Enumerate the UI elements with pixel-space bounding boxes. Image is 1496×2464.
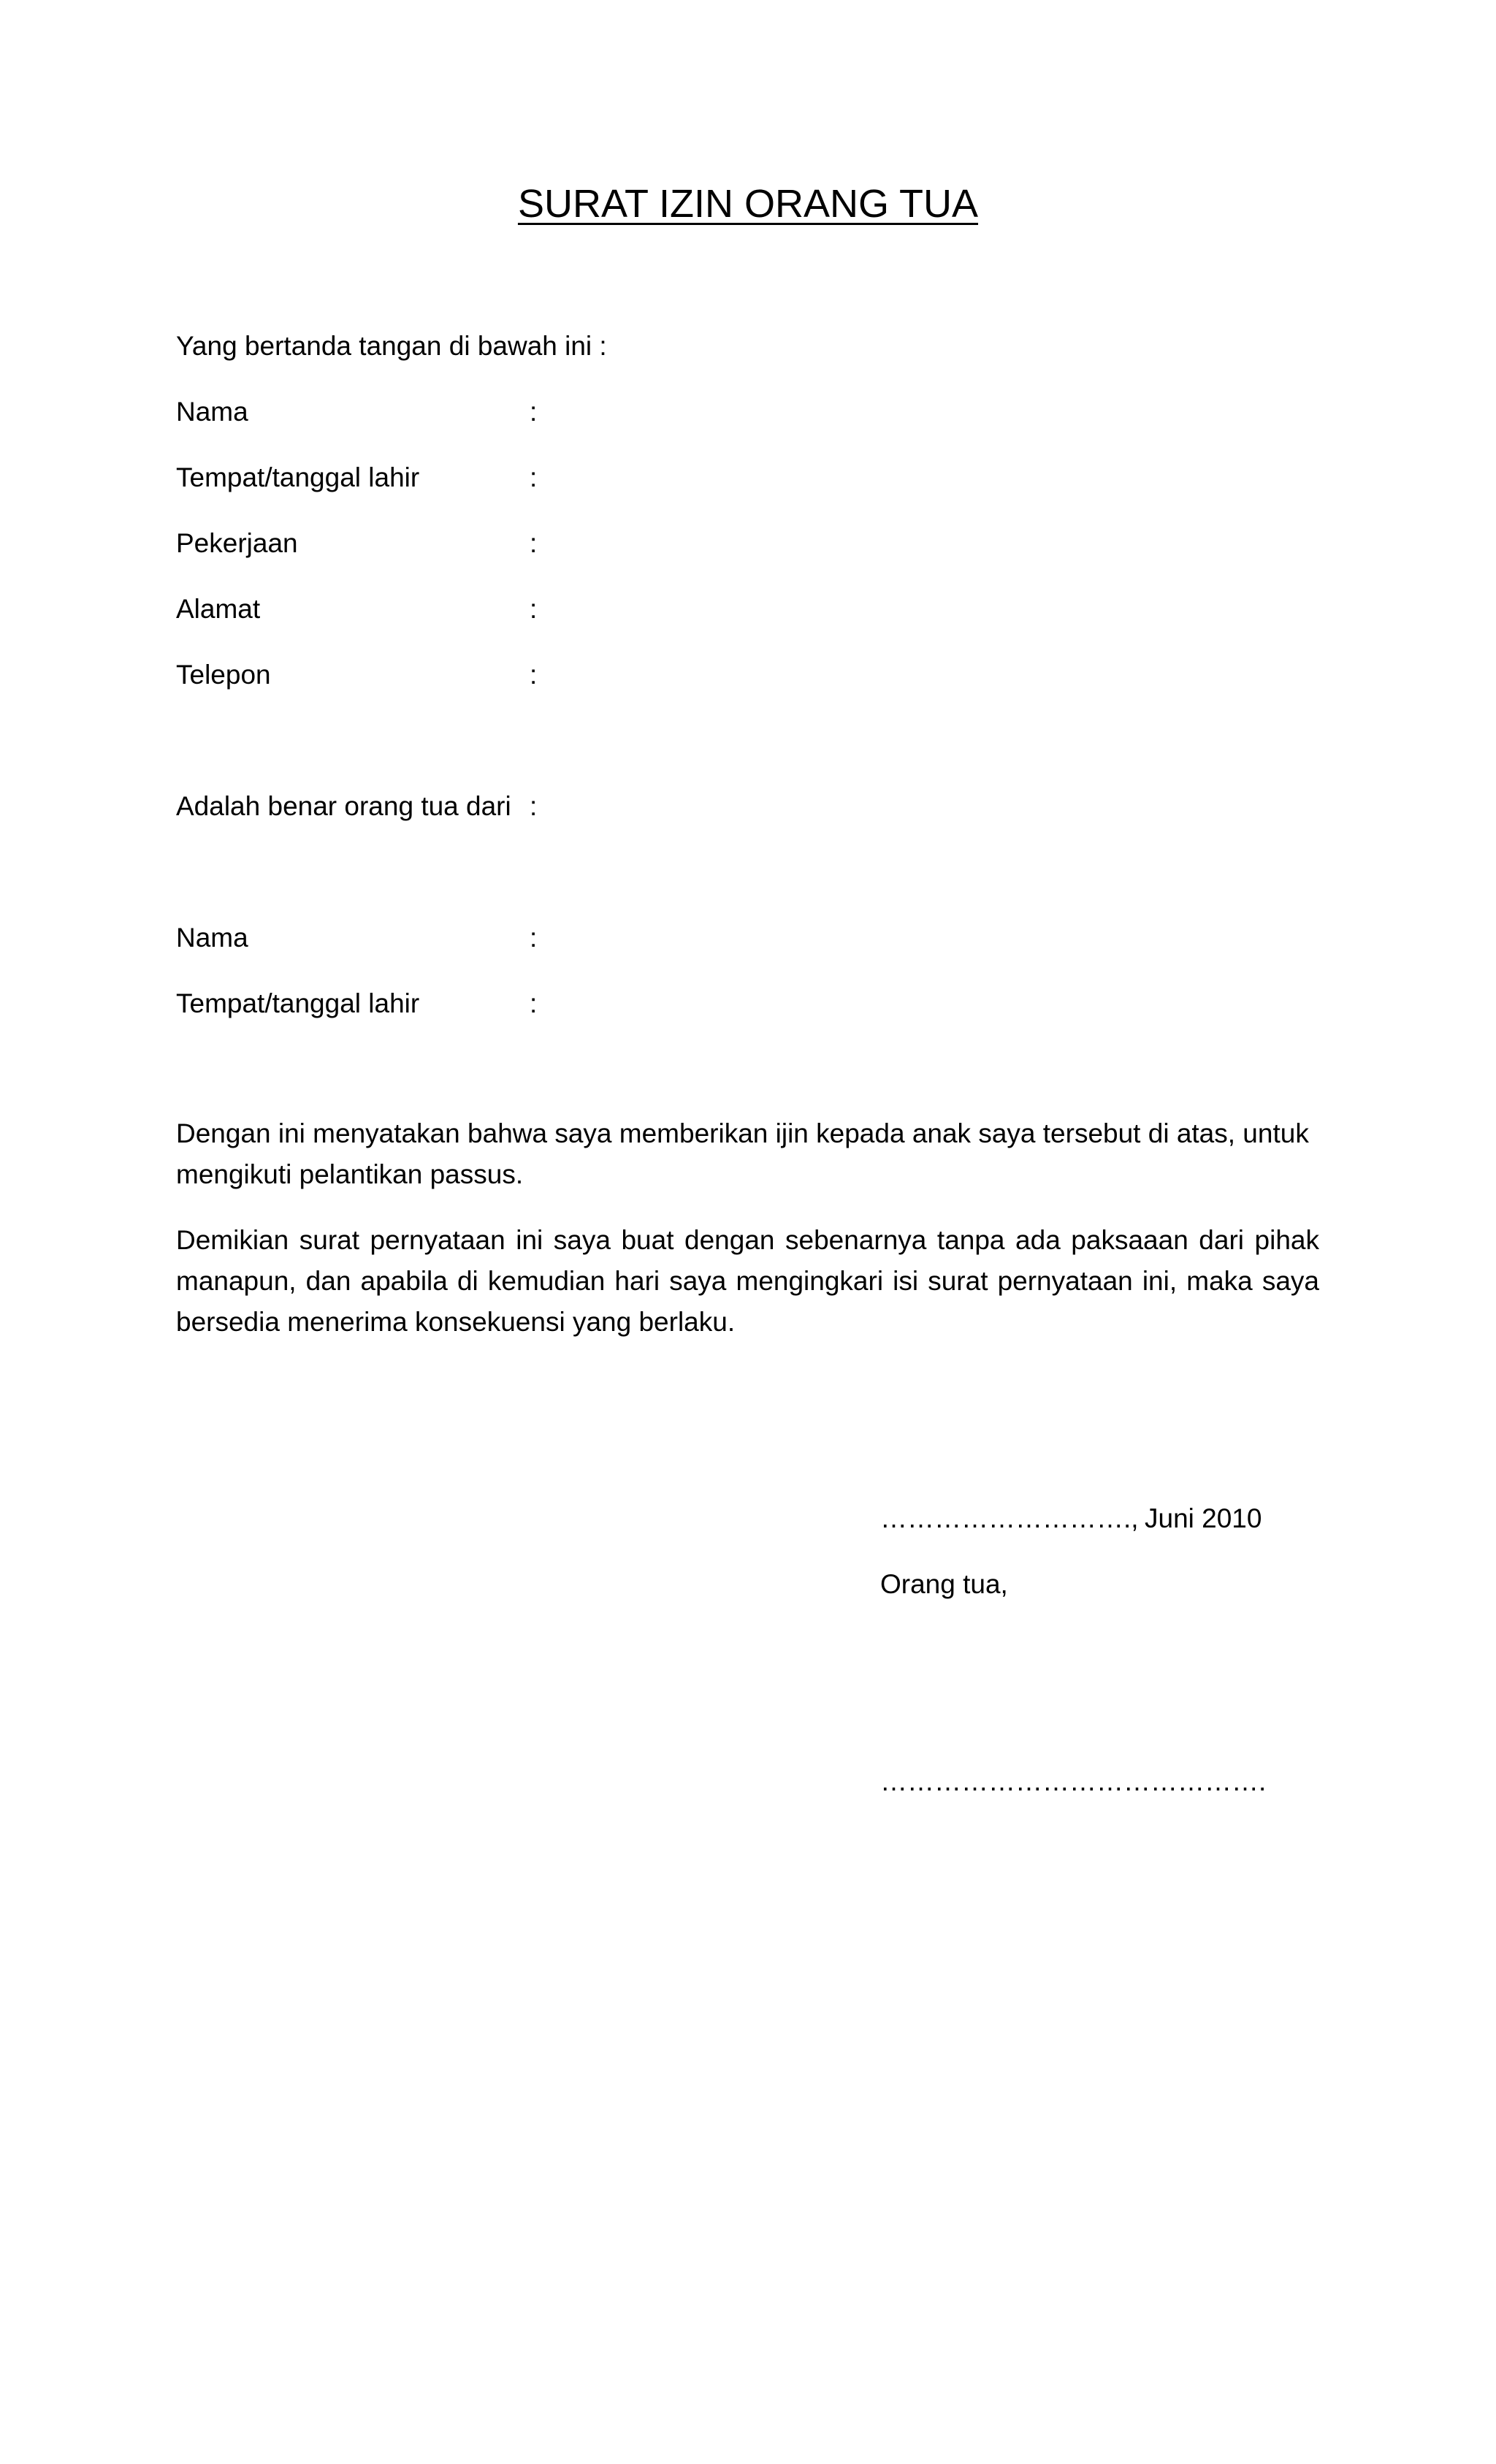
field-label-ttl: Tempat/tanggal lahir	[176, 462, 420, 492]
child-intro-label: Adalah benar orang tua dari	[176, 791, 511, 821]
signature-place-placeholder: ……………………….,	[880, 1503, 1139, 1533]
field-label-alamat: Alamat	[176, 594, 261, 624]
child-field-label-ttl: Tempat/tanggal lahir	[176, 988, 420, 1018]
intro-text: Yang bertanda tangan di bawah ini :	[176, 331, 607, 361]
statement-paragraph: Dengan ini menyatakan bahwa saya memberikan ijin kepada anak saya tersebut di atas, untuk mengikuti pelantikan passus.	[176, 1118, 1309, 1189]
field-colon: :	[530, 462, 538, 492]
field-colon: :	[530, 594, 538, 624]
field-colon: :	[530, 988, 538, 1018]
field-label-telepon: Telepon	[176, 660, 271, 690]
field-colon: :	[530, 528, 538, 558]
field-label-nama: Nama	[176, 397, 248, 427]
signature-name-placeholder: …………………………………….	[880, 1766, 1267, 1796]
field-label-pekerjaan: Pekerjaan	[176, 528, 298, 558]
field-colon: :	[530, 660, 538, 690]
field-colon: :	[530, 791, 538, 821]
closing-paragraph: Demikian surat pernyataan ini saya buat dengan sebenarnya tanpa ada paksaaan dari pihak manapun, dan apabila di kemudian hari saya mengingkari isi surat pernyataan ini, maka saya bersedia menerima konsekuensi yang berlaku.	[176, 1225, 1319, 1337]
field-colon: :	[530, 397, 538, 427]
signature-role: Orang tua,	[880, 1569, 1008, 1599]
child-field-label-nama: Nama	[176, 923, 248, 953]
document-title: SURAT IZIN ORANG TUA	[517, 182, 979, 226]
signature-date: Juni 2010	[1145, 1503, 1262, 1533]
field-colon: :	[530, 923, 538, 953]
